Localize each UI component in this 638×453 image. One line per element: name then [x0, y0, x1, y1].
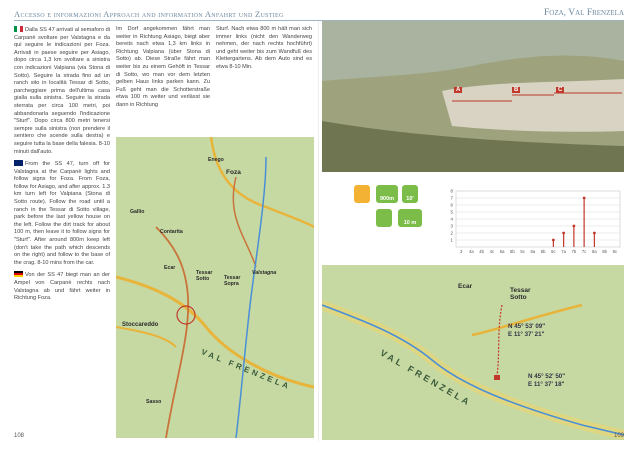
- chart-x-tick-label: 4b: [479, 249, 484, 254]
- access-map-label-tessar-sotto: Tessar Sotto: [510, 287, 531, 301]
- access-map-label-ecar: Ecar: [458, 283, 473, 290]
- map-label-tessar-sotto: Tessar Sotto: [196, 270, 213, 282]
- map-label-enego: Enego: [208, 157, 224, 163]
- chart-x-tick-label: 7b: [571, 249, 577, 254]
- chart-x-tick-label: 6a: [530, 249, 536, 254]
- chart-x-tick-label: 8b: [602, 249, 607, 254]
- parking-coordinates: N 45° 53' 09" E 11° 37' 21": [508, 323, 546, 338]
- chart-y-tick-label: 6: [450, 202, 453, 208]
- chart-x-tick-label: 4c: [489, 249, 495, 254]
- parking-icon: [354, 185, 370, 203]
- page-number-left: 108: [14, 433, 25, 439]
- walk-time-icon: 10': [402, 185, 418, 203]
- map-label-sasso: Sasso: [146, 399, 162, 405]
- sector-a-label: A: [456, 87, 461, 93]
- german-paragraph-a: Von der SS 47 biegt man an der Ampel von Carpanè rechts nach Valstagna ab und fährt weiter in Richtung Foza.: [14, 272, 110, 302]
- crag-photo: [322, 21, 624, 172]
- italy-flag-icon: [14, 26, 23, 32]
- altitude-icon: 900m: [376, 185, 398, 203]
- chart-bar-cap: [583, 197, 586, 200]
- chart-x-tick-label: 7c: [581, 249, 587, 254]
- chart-x-tick-label: 3: [459, 249, 463, 254]
- route-length-icon: 10 m: [398, 209, 422, 227]
- chart-bar-cap: [593, 232, 596, 235]
- chart-x-tick-label: 7a: [561, 249, 566, 254]
- crag-coordinates: N 45° 52' 50" E 11° 37' 18": [528, 373, 566, 388]
- chart-x-tick-label: 4a: [469, 249, 474, 254]
- italian-paragraph: Dalla SS 47 arrivati al semaforo di Carpanè svoltare per Valstagna e da qui seguire le indicazioni per Foza. Arrivati in paese seguire per Asiago, dopo circa 1,3 km svoltare a sinistra con indicazioni Valpiana (via Stona di Sotto). Seguire la strada fino ad un ranch sito in località Tessar di Sotto, parcheggiare prima dell'ultima casa gialla sulla sinistra. Seguire la strada sterrata per circa 100 metri, poi abbandonarla seguendo l'indicazione "Sturf". Dopo circa 800 metri tenersi sempre sulla sinistra (non prendere il sentiero che scende sulla destra) e seguire tutta la base della falesia. 8-10 minuti dall'auto.: [14, 27, 110, 155]
- chart-y-tick-label: 5: [450, 209, 453, 215]
- page-number-right: 109: [613, 433, 624, 439]
- chart-x-tick-label: 8a: [592, 249, 597, 254]
- map-label-tessar-sopra: Tessar Sopra: [224, 275, 241, 287]
- germany-flag-icon: [14, 271, 23, 277]
- map-label-valstagna: Valstagna: [252, 270, 277, 276]
- chart-y-tick-label: 2: [450, 230, 453, 236]
- chart-x-tick-label: 8c: [612, 249, 618, 254]
- english-paragraph: From the SS 47, turn off for Valstagna at the Carpanè lights and follow signs for Foza. From Foza, follow for Asiago, and after approx. 1.3 km turn left for Valpiana (Stona di Sotto route). Follow the road until a ranch in the Tessar di Sotto village, park before the last yellow house on the left. Follow the dirt track for about 100 m, then leave it to follow signs for "Sturf". After around 800m keep left (don't take the path which descends on the right) and follow to the base of the crag. 8-10 mins from the car.: [14, 161, 110, 266]
- sector-c-label: C: [558, 87, 563, 93]
- chart-y-tick-label: 3: [450, 223, 453, 229]
- text-column-2: Im Dorf angekommen fährt man weiter in Richtung Asiago, biegt aber bereits nach etwa 1,3 km links in Richtung Valpiana (über Stona di Sotto) ab. Diese Straße fährt man weiter bis zu einem Gehöft in Tessar di Sotto, wo man vor dem letzten gelben Haus links parken kann. Zu Fuß geht man die Schotterstraße etwa 100 m weiter und verlässt sie dann in Richtung: [116, 26, 210, 108]
- chart-bar-cap: [552, 239, 555, 242]
- map-label-stoccareddo: Stoccareddo: [122, 322, 159, 328]
- chart-svg: [444, 185, 624, 257]
- map-label-ecar: Ecar: [164, 265, 176, 271]
- chart-y-tick-label: 4: [450, 216, 453, 222]
- chart-x-tick-label: 6b: [540, 249, 546, 254]
- chart-x-tick-label: 6c: [551, 249, 556, 254]
- grade-distribution-chart: [444, 185, 624, 257]
- map-label-contarita: Contarita: [160, 229, 183, 235]
- sector-b-label: B: [514, 87, 519, 93]
- access-map-label-val-frenzela: VAL FRENZELA: [378, 347, 474, 409]
- map-label-foza: Foza: [226, 169, 241, 176]
- header-right: Foza, Val Frenzela: [544, 8, 624, 18]
- access-map: [322, 265, 624, 440]
- chart-x-tick-label: 5c: [520, 249, 525, 254]
- uk-flag-icon: [14, 160, 23, 166]
- access-map-graphic: [322, 265, 624, 440]
- page-gutter: [318, 21, 319, 441]
- chart-x-tick-label: 5b: [510, 249, 515, 254]
- text-column-3: Sturf. Nach etwa 800 m hält man sich immer links (nicht den Wanderweg nehmen, der nach rechts hochführt) und geht weiter bis zum Wandfuß des Klettergartens. Ab dem Auto sind es etwa 8-10 Min.: [216, 26, 312, 70]
- header-left: Accesso e informazioni Approach and information Anfahrt und Zustieg: [14, 9, 284, 19]
- photo-graphic: [322, 21, 624, 172]
- chart-x-tick-label: 5a: [499, 249, 505, 254]
- text-column-1: [14, 26, 110, 303]
- chart-bar-cap: [562, 232, 565, 235]
- chart-y-tick-label: 7: [450, 195, 453, 201]
- info-icons: [354, 185, 438, 241]
- chart-y-tick-label: 8: [450, 188, 453, 194]
- chart-y-tick-label: 1: [450, 237, 453, 243]
- map-label-val-frenzela: VAL FRENZELA: [199, 347, 293, 392]
- map-graphic: [116, 137, 314, 438]
- rock-type-icon: [376, 209, 392, 227]
- chart-bar-cap: [572, 225, 575, 228]
- map-label-gallio: Gallio: [130, 209, 145, 215]
- area-map: [116, 137, 314, 438]
